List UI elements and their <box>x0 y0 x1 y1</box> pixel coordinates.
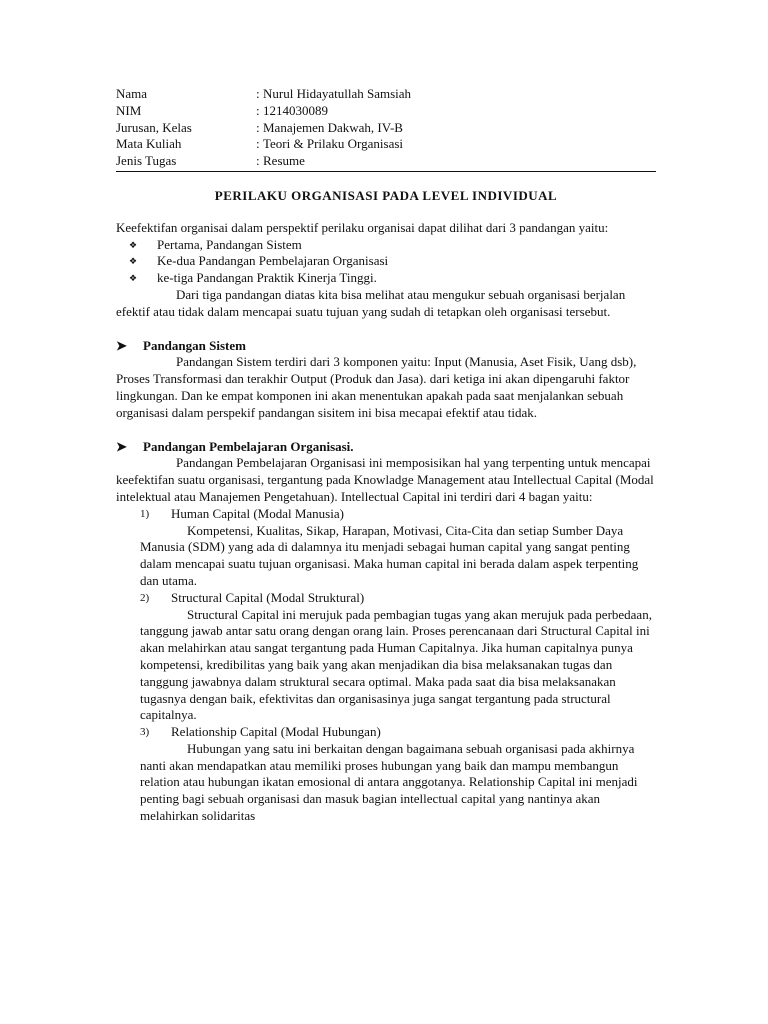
field-separator: : <box>256 153 260 169</box>
intro-bullet-list <box>116 237 656 287</box>
diamond-bullet-icon: ❖ <box>129 239 138 250</box>
header-field-nama <box>116 86 656 103</box>
item-paragraph: Kompetensi, Kualitas, Sikap, Harapan, Motivasi, Cita-Cita dan setiap Sumber Daya Manusia (SDM) yang ada di dalamnya itu menjadi sebagai human capital yang sangat penting dalam mencapai suatu tujuan organisasi. Maka human capital ini berada dalam aspek terpenting dan utama. <box>140 522 639 588</box>
list-item-text: Ke-dua Pandangan Pembelajaran Organisasi <box>157 253 389 269</box>
list-item <box>116 724 656 825</box>
item-title: Human Capital (Modal Manusia) <box>171 505 344 521</box>
header-fields <box>116 86 656 170</box>
arrow-bullet-icon: ➤ <box>116 438 127 454</box>
diamond-bullet-icon: ❖ <box>129 256 138 267</box>
list-item <box>116 506 656 590</box>
item-paragraph: Structural Capital ini merujuk pada pembagian tugas yang akan merujuk pada perbedaan, tanggung jawab antar satu orang dengan orang lain. Proses perencanaan dari Structural Capital ini akan melahirkan atau sangat tergantung pada Human Capitalnya. Jika human capitalnya punya kompetensi, kredibilitas yang baik yang akan menjadikan dia bisa melaksanakan tugas dan tanggung jawabnya dalam struktural secara optimal. Maka pada saat dia bisa melaksanakan tugasnya dengan baik, efektivitas dan organisasinya juga sangat tergantung pada structural capitalnya. <box>140 606 652 723</box>
field-value: 1214030089 <box>263 102 328 118</box>
section-sistem-paragraph: Pandangan Sistem terdiri dari 3 komponen yaitu: Input (Manusia, Aset Fisik, Uang dsb), Proses Transformasi dan terakhir Output (Produk dan Jasa). dari ketiga ini akan dipengaruhi faktor lingkungan. Dan ke empat komponen ini akan menentukan apakah pada saat menjalankan sebuah organisasi dalam perspekif pandangan sisitem ini bisa mecapai efektif atau tidak. <box>116 354 637 420</box>
field-separator: : <box>256 86 260 101</box>
intellectual-capital-list <box>116 506 656 825</box>
item-number: 2) <box>140 591 150 604</box>
header-field-nim <box>116 103 656 120</box>
field-separator: : <box>256 136 260 152</box>
field-value: Teori & Prilaku Organisasi <box>263 136 404 152</box>
field-separator: : <box>256 119 260 135</box>
document-title: PERILAKU ORGANISASI PADA LEVEL INDIVIDUAL <box>214 187 558 203</box>
section-heading-text: Pandangan Sistem <box>143 337 246 353</box>
header-field-mata-kuliah <box>116 136 656 153</box>
field-label: Jurusan, Kelas <box>116 119 192 135</box>
section-heading-sistem <box>116 338 656 355</box>
field-label: Mata Kuliah <box>116 136 182 152</box>
document-content <box>116 86 656 825</box>
section-pembelajaran-paragraph: Pandangan Pembelajaran Organisasi ini memposisikan hal yang terpenting untuk mencapai keefektifan suatu organisasi, tergantung pada Knowladge Management atau Intellectual Capital (Modal intelektual atau Manajemen Pengetahuan). Intellectual Capital ini terdiri dari 4 bagan yaitu: <box>116 455 654 504</box>
item-title: Relationship Capital (Modal Hubungan) <box>171 724 381 740</box>
intro-paragraph: Keefektifan organisai dalam perspektif perilaku organisai dapat dilihat dari 3 pandangan yaitu: <box>116 219 609 235</box>
diamond-bullet-icon: ❖ <box>129 273 138 284</box>
field-value: Manajemen Dakwah, IV-B <box>263 119 403 135</box>
field-value: Nurul Hidayatullah Samsiah <box>263 86 412 101</box>
list-item <box>116 237 656 254</box>
item-number: 1) <box>140 507 150 520</box>
section-heading-text: Pandangan Pembelajaran Organisasi. <box>143 438 354 454</box>
list-item <box>116 270 656 287</box>
list-item <box>116 590 656 724</box>
section-heading-pembelajaran <box>116 439 656 456</box>
list-item-text: ke-tiga Pandangan Praktik Kinerja Tinggi. <box>157 270 377 286</box>
list-item <box>116 253 656 270</box>
header-field-jenis-tugas <box>116 153 656 170</box>
list-item-text: Pertama, Pandangan Sistem <box>157 236 302 252</box>
field-separator: : <box>256 102 260 118</box>
item-number: 3) <box>140 726 150 739</box>
item-title: Structural Capital (Modal Struktural) <box>171 589 365 605</box>
arrow-bullet-icon: ➤ <box>116 337 127 353</box>
field-label: NIM <box>116 102 142 118</box>
field-value: Resume <box>263 153 305 169</box>
header-divider <box>116 171 656 172</box>
item-paragraph: Hubungan yang satu ini berkaitan dengan bagaimana sebuah organisasi pada akhirnya nanti akan mendapatkan atau memiliki proses hubungan yang baik dan mampu membangun relation atau hubungan ikatan emosional di antara anggotanya. Relationship Capital ini menjadi penting bagi sebuah organisasi dan masuk bagian intellectual capital yang nantinya akan melahirkan solidaritas <box>140 740 638 824</box>
field-label: Nama <box>116 86 148 101</box>
intro-closing-paragraph: Dari tiga pandangan diatas kita bisa melihat atau mengukur sebuah organisasi berjalan efektif atau tidak dalam mencapai suatu tujuan yang sudah di tetapkan oleh organisasi tersebut. <box>116 286 626 319</box>
header-field-jurusan <box>116 120 656 137</box>
field-label: Jenis Tugas <box>116 153 177 169</box>
